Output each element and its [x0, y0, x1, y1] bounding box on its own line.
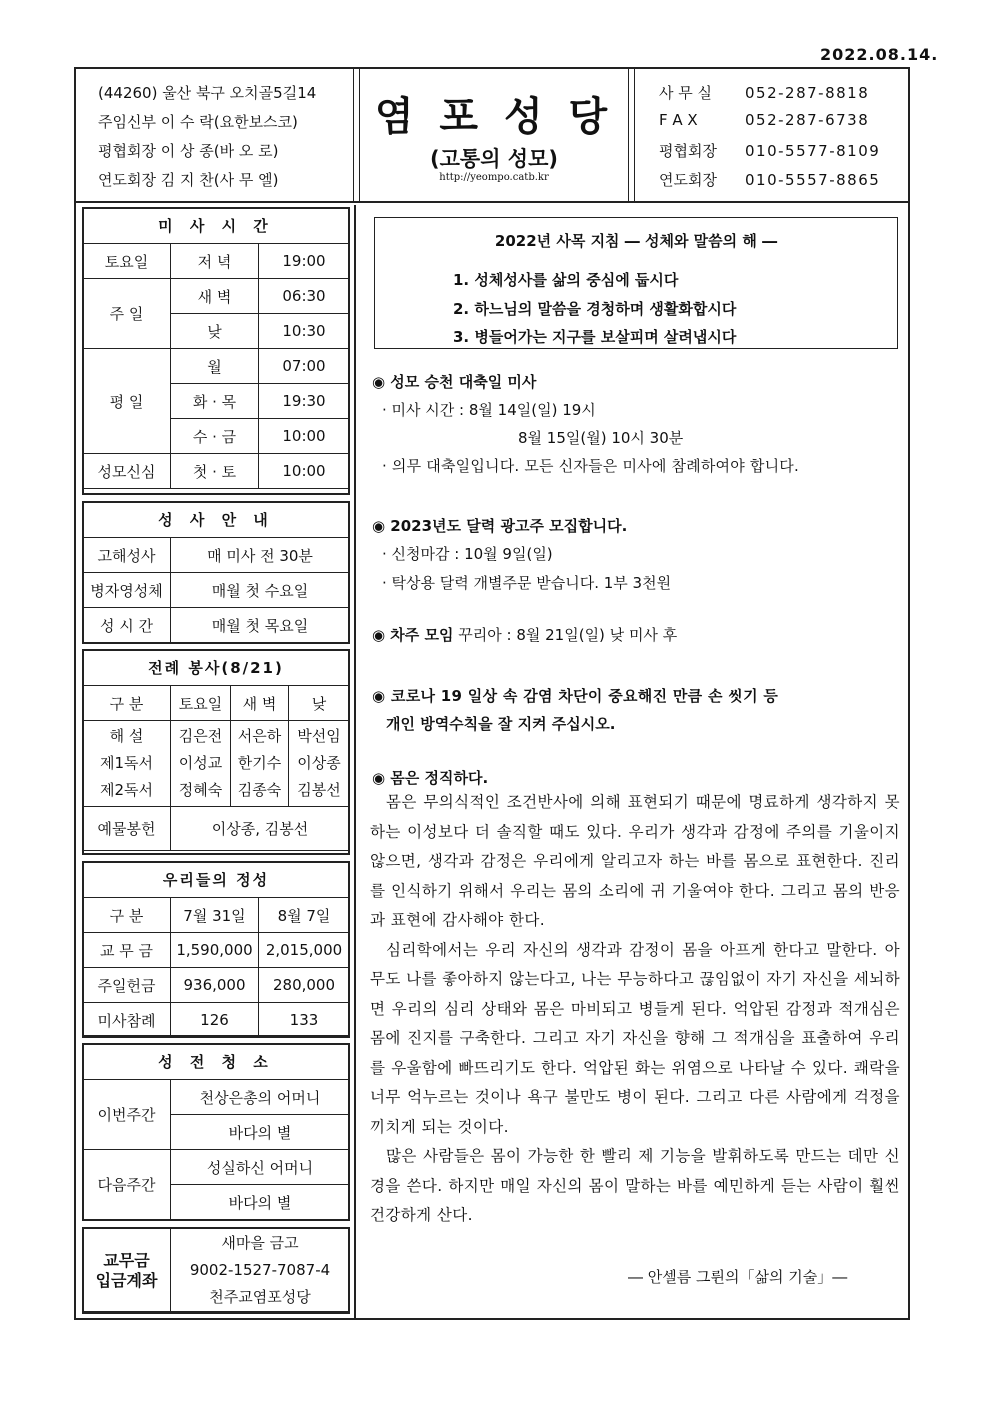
main-content: [358, 205, 908, 1318]
table-row: 주일헌금 936,000 280,000: [83, 968, 350, 1003]
sacraments-table: [82, 501, 350, 643]
table-row: 구 분 토요일 새 벽 낮: [83, 686, 350, 721]
contact-info: [634, 69, 908, 201]
header: [76, 69, 908, 203]
table-row: 이번주간 천상은총의 어머니: [83, 1080, 350, 1115]
pastoral-item: 2. 하느님의 말씀을 경청하며 생활화합시다: [453, 300, 737, 318]
assumption-time: · 미사 시간 : 8월 14일(일) 19시: [382, 401, 596, 419]
liturgy-table: [82, 649, 350, 851]
pastoral-item: 3. 병들어가는 지구를 보살피며 살려냅시다: [453, 328, 737, 346]
mass-times-table: [82, 207, 350, 489]
table-row: 바다의 별: [83, 1185, 350, 1220]
table-row: 다음주간 성실하신 어머니: [83, 1150, 350, 1185]
offerings-title: 우리들의 정성: [83, 862, 350, 898]
article-source: ― 안셀름 그륀의「삶의 기술」―: [628, 1268, 848, 1286]
table-row: 구 분 7월 31일 8월 7일: [83, 898, 350, 933]
cleaning-table: [82, 1043, 350, 1220]
table-row: 성 시 간 매월 첫 목요일: [83, 608, 350, 643]
church-url[interactable]: http://yeompo.catb.kr: [439, 172, 549, 183]
table-row: 성모신심 첫 · 토 10:00: [83, 454, 350, 489]
calendar-order: · 탁상용 달력 개별주문 받습니다. 1부 3천원: [382, 574, 672, 592]
table-row: 미사참례 126 133: [83, 1003, 350, 1038]
table-row: 교 무 금 1,590,000 2,015,000: [83, 933, 350, 968]
legion-meeting: ◉ 차주 모임 꾸리아 : 8월 21일(일) 낮 미사 후: [372, 626, 678, 644]
covid-notice-2: 개인 방역수칙을 잘 지켜 주십시오.: [386, 715, 616, 733]
table-row: 토요일 저 녁 19:00: [83, 244, 350, 279]
issue-date: 2022.08.14.: [820, 45, 939, 64]
table-row: 수 · 금 10:00: [83, 419, 350, 454]
calendar-title: ◉ 2023년도 달력 광고주 모집합니다.: [372, 517, 628, 535]
church-address: (44260) 울산 북구 오치골5길14: [98, 84, 317, 102]
offerings-table: [82, 861, 350, 1038]
bulletin-frame: [74, 67, 910, 1320]
contact-office: 사 무 실 052-287-8818: [659, 84, 870, 102]
contact-youth: 연도회장 010-5557-8865: [659, 171, 881, 189]
cleaning-title: 성 전 청 소: [83, 1044, 350, 1080]
account-number: 9002-1527-7087-4: [189, 1261, 331, 1279]
assumption-title: ◉ 성모 승천 대축일 미사: [372, 373, 537, 391]
table-row: 예물봉헌 이상종, 김봉선: [83, 807, 350, 851]
calendar-deadline: · 신청마감 : 10월 9일(일): [382, 545, 553, 563]
article-paragraph: 몸은 무의식적인 조건반사에 의해 표현되기 때문에 명료하게 생각하지 못하는 이성보다 더 솔직할 때도 있다. 우리가 생각과 감정에 주의를 기울이지 않으면, 생각과 감정은 우리에게 알리고자 하는 바를 몸으로 표현한다. 진리를 인식하기 위해서 우리는 몸의 소리에 귀 기울여야 한다. 그리고 몸의 반응과 표현에 감사해야 한다.: [370, 793, 900, 929]
sidebar: [76, 205, 356, 1318]
account-table: [82, 1227, 350, 1314]
table-row: 해 설 제1독서 제2독서 김은전 이성교 정혜숙 서은하 한기수 김종숙 박선임 이상종 김봉선: [83, 721, 350, 807]
council-president: 평협회장 이 상 종(바 오 로): [98, 142, 279, 160]
contact-fax: F A X 052-287-6738: [659, 111, 870, 129]
mass-times-title: 미 사 시 간: [83, 208, 350, 244]
church-subtitle: (고통의 성모): [430, 147, 558, 171]
account-holder: 천주교염포성당: [209, 1288, 311, 1306]
article-paragraph: 심리학에서는 우리 자신의 생각과 감정이 몸을 아프게 한다고 말한다. 아무도 나를 좋아하지 않는다고, 나는 무능하다고 끊임없이 자기 자신을 세뇌하면 우리의 심리 상태와 몸은 마비되고 병들게 된다. 억압된 감정과 적개심은 몸에 진지를 구축한다. 그리고 자기 자신을 향해 그 적개심을 표출하여 우리를 우울함에 빠뜨리기도 한다. 억압된 화는 위염으로 나타날 수 있다. 쾌락을 너무 억누르는 것이나 욕구 불만도 병이 된다. 그리고 다른 사람에게 걱정을 끼치게 되는 것이다.: [370, 940, 900, 1136]
table-row: 교무금 입금계좌 새마을 금고 9002-1527-7087-4 천주교염포성당: [83, 1228, 350, 1314]
assumption-note: · 의무 대축일입니다. 모든 신자들은 미사에 참례하여야 합니다.: [382, 457, 799, 475]
covid-notice: ◉ 코로나 19 일상 속 감염 차단이 중요해진 만큼 손 씻기 등: [372, 687, 779, 705]
pastoral-item: 1. 성체성사를 삶의 중심에 둡시다: [453, 271, 679, 289]
article-paragraph: 많은 사람들은 몸이 가능한 한 빨리 제 기능을 발휘하도록 만드는 데만 신경을 쓴다. 하지만 매일 자신의 몸이 말하는 바를 예민하게 듣는 사람이 훨씬 건강하게 산다.: [370, 1147, 900, 1224]
church-name: 염 포 성 당: [374, 94, 614, 140]
table-row: 고해성사 매 미사 전 30분: [83, 538, 350, 573]
account-bank: 새마을 금고: [221, 1234, 299, 1252]
youth-president: 연도회장 김 지 찬(사 무 엘): [98, 171, 279, 189]
table-row: 화 · 목 19:30: [83, 384, 350, 419]
table-row: 낮 10:30: [83, 314, 350, 349]
body-article-title: ◉ 몸은 정직하다.: [372, 769, 489, 787]
pastor-name: 주임신부 이 수 락(요한보스코): [98, 113, 298, 131]
contact-council: 평협회장 010-5577-8109: [659, 142, 881, 160]
body-article: [370, 788, 900, 1231]
church-info: [76, 69, 354, 201]
assumption-time-2: 8월 15일(월) 10시 30분: [518, 429, 684, 447]
pastoral-guide-box: [374, 217, 898, 349]
church-title-block: [359, 69, 629, 201]
liturgy-title: 전례 봉사(8/21): [83, 650, 350, 686]
table-row: 평 일 월 07:00: [83, 349, 350, 384]
table-row: 바다의 별: [83, 1115, 350, 1150]
table-row: 병자영성체 매월 첫 수요일: [83, 573, 350, 608]
pastoral-guide-title: 2022년 사목 지침 ― 성체와 말씀의 해 ―: [494, 232, 778, 250]
sacraments-title: 성 사 안 내: [83, 502, 350, 538]
table-row: 주 일 새 벽 06:30: [83, 279, 350, 314]
